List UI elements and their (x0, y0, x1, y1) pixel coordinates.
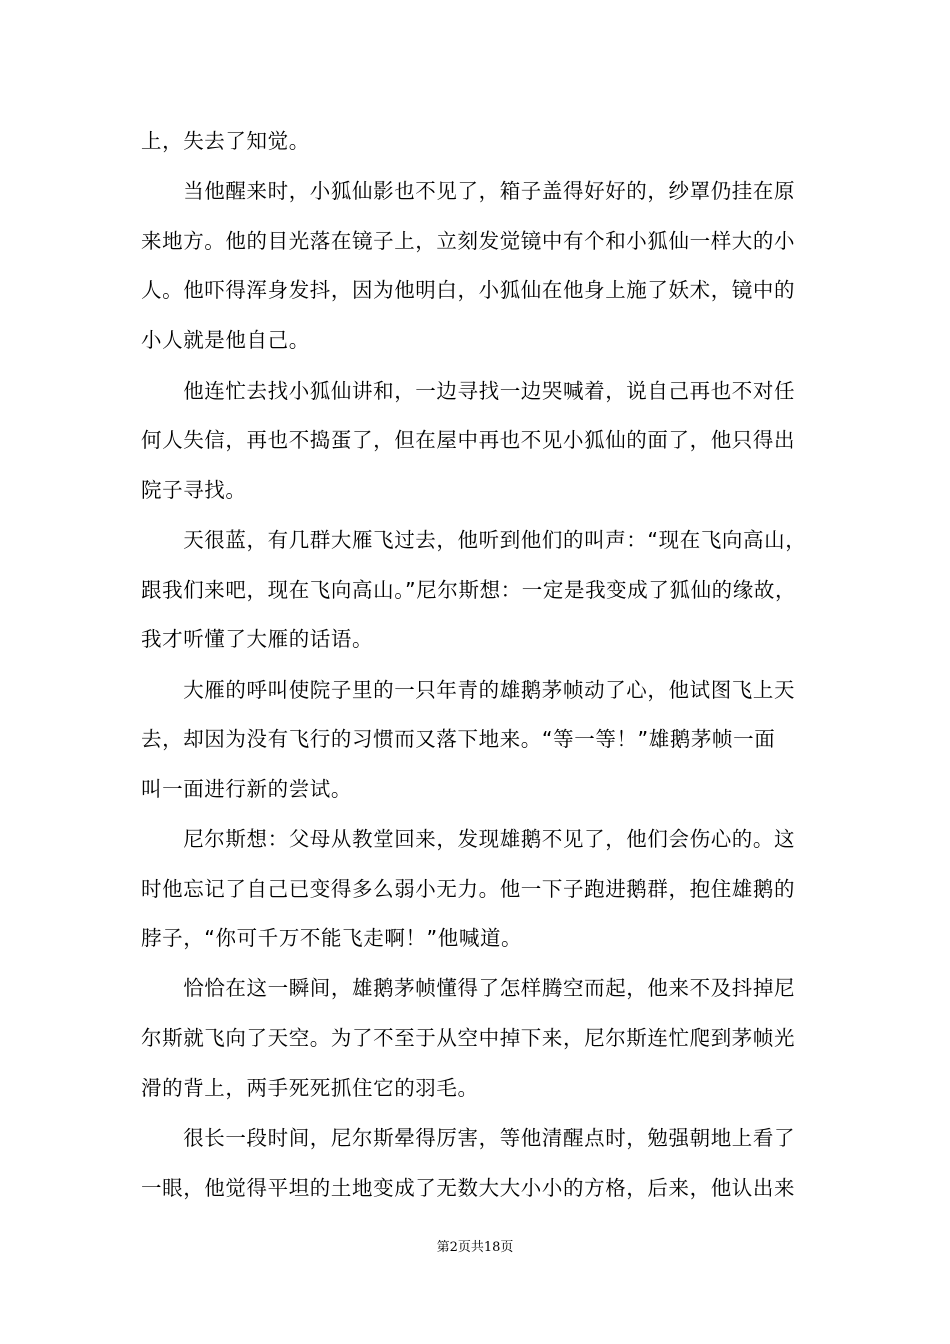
text-line: 滑的背上，两手死死抓住它的羽毛。 (141, 1076, 479, 1100)
text-line: 恰恰在这一瞬间，雄鹅茅帧懂得了怎样腾空而起，他来不及抖掉尼 (141, 976, 796, 1000)
text-line: 来地方。他的目光落在镜子上，立刻发觉镜中有个和小狐仙一样大的小 (141, 229, 796, 253)
text-line: 叫一面进行新的尝试。 (141, 777, 352, 801)
text-line: 尼尔斯想：父母从教堂回来，发现雄鹅不见了，他们会伤心的。这 (141, 827, 796, 851)
text-line: 当他醒来时，小狐仙影也不见了，箱子盖得好好的，纱罩仍挂在原 (141, 179, 796, 203)
text-line: 去，却因为没有飞行的习惯而又落下地来。“等一等！”雄鹅茅帧一面 (141, 727, 776, 751)
text-line: 尔斯就飞向了天空。为了不至于从空中掉下来，尼尔斯连忙爬到茅帧光 (141, 1026, 796, 1050)
text-line: 时他忘记了自己已变得多么弱小无力。他一下子跑进鹅群，抱住雄鹅的 (141, 877, 796, 901)
text-line: 他连忙去找小狐仙讲和，一边寻找一边哭喊着，说自己再也不对任 (141, 379, 796, 403)
text-line: 大雁的呼叫使院子里的一只年青的雄鹅茅帧动了心，他试图飞上天 (141, 678, 796, 702)
text-line: 跟我们来吧，现在飞向高山。”尼尔斯想：一定是我变成了狐仙的缘故， (141, 578, 797, 602)
text-line: 何人失信，再也不捣蛋了，但在屋中再也不见小狐仙的面了，他只得出 (141, 428, 796, 452)
text-line: 脖子，“你可千万不能飞走啊！”他喊道。 (141, 926, 523, 950)
text-line: 很长一段时间，尼尔斯晕得厉害，等他清醒点时，勉强朝地上看了 (141, 1126, 796, 1150)
text-line: 我才听懂了大雁的话语。 (141, 627, 374, 651)
text-line: 院子寻找。 (141, 478, 247, 502)
text-line: 人。他吓得浑身发抖，因为他明白，小狐仙在他身上施了妖术，镜中的 (141, 278, 796, 302)
text-line: 一眼，他觉得平坦的土地变成了无数大大小小的方格，后来，他认出来 (141, 1176, 796, 1200)
text-line: 天很蓝，有几群大雁飞过去，他听到他们的叫声：“现在飞向高山， (141, 528, 807, 552)
text-line: 小人就是他自己。 (141, 328, 310, 352)
text-line: 上，失去了知觉。 (141, 129, 310, 153)
page-number-footer: 第2页共18页 (436, 1240, 514, 1255)
